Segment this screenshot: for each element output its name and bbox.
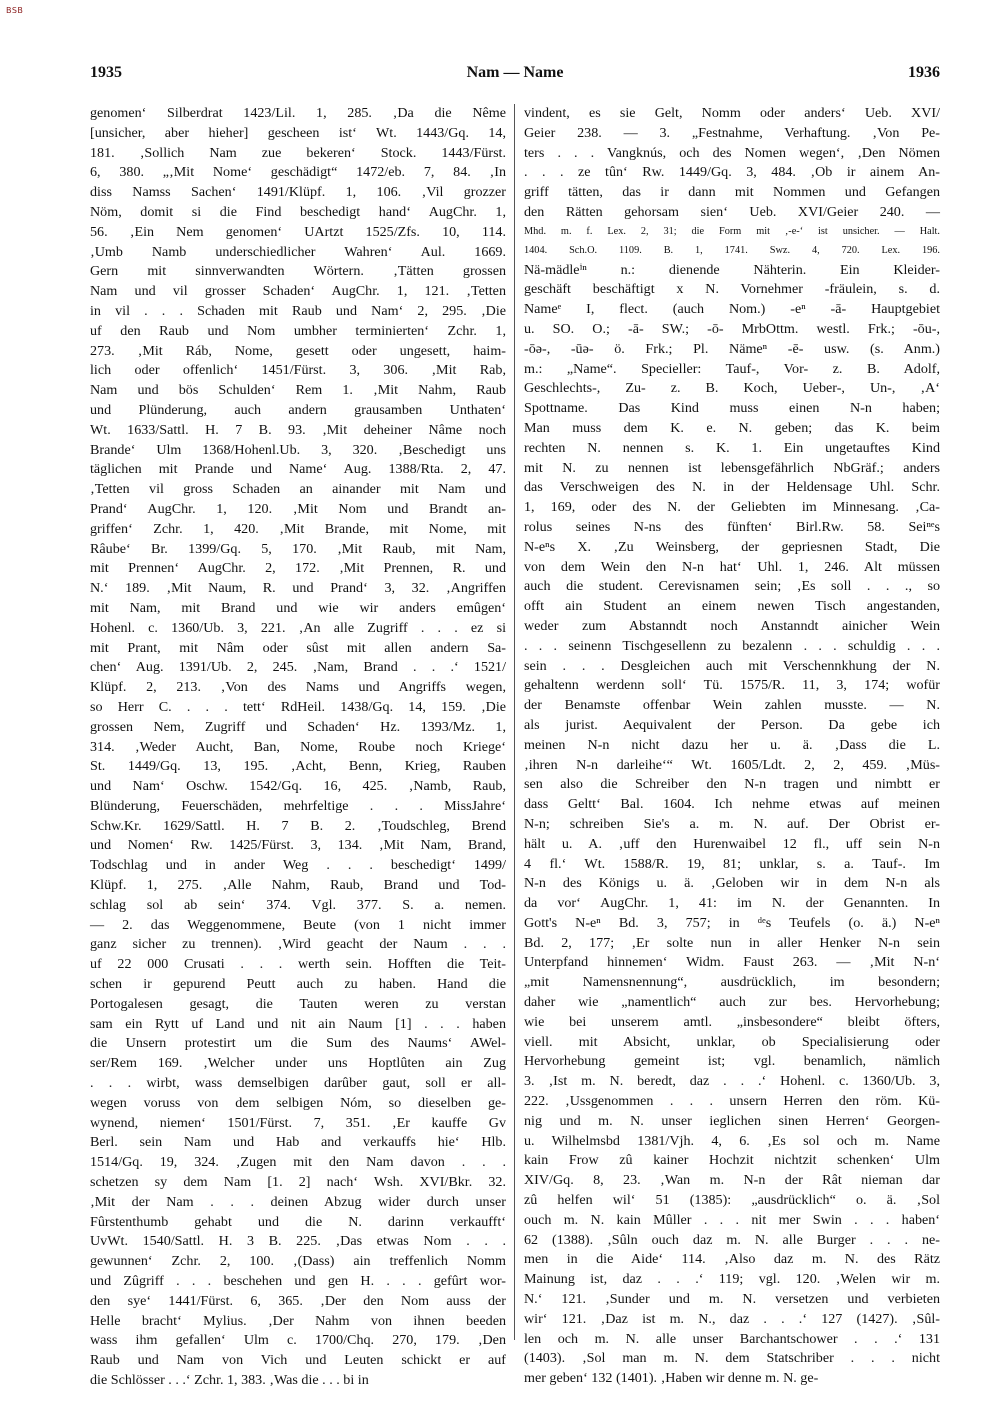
text-line: ‚ihren N-n darleihe‘“ Wt. 1605/Ldt. 2, 2, 459. ‚Müs-	[524, 756, 940, 773]
page-header	[90, 64, 940, 86]
text-line: ‚Tetten vil gross Schaden an ainander mit Nam und	[90, 481, 506, 498]
text-line: men in die Aide‘ 114. ‚Also daz m. N. des Rätz	[524, 1251, 940, 1268]
text-line: viell. mit Absicht, unklar, ob Specialisierung oder	[524, 1033, 940, 1050]
text-line: und Nomen‘ Rw. 1425/Fürst. 3, 134. ‚Mit Nam, Brand,	[90, 837, 506, 854]
text-line: 1404. Sch.O. 1109. B. 1, 1741. Swz. 4, 720. Lex. 196.	[524, 244, 940, 256]
text-line: len och m. N. alle unser Barchantschower . . .‘ 131	[524, 1330, 940, 1347]
text-line: da vor‘ AugChr. 1, 41: im N. der Genannten. In	[524, 895, 940, 912]
text-line: von dem Wein den N-n hat‘ Uhl. 1, 246. Alt müssen	[524, 558, 940, 575]
text-line: 56. ‚Ein Nem genomen‘ UArtzt 1525/Zfs. 10, 114.	[90, 223, 506, 240]
text-line: genomen‘ Silberdrat 1423/Lil. 1, 285. ‚Da die Nême	[90, 105, 506, 121]
text-line: uf 22 000 Crusati . . . werth sein. Hofften die Teit-	[90, 956, 506, 973]
text-line: Schw.Kr. 1629/Sattl. H. 7 B. 2. ‚Toudschleg, Brend	[90, 817, 506, 834]
text-line: gehaltenn werdenn soll‘ Tü. 1575/R. 11, 3, 174; wofür	[524, 677, 940, 694]
text-line: 314. ‚Weder Aucht, Ban, Nome, Roube noch Kriege‘	[90, 738, 506, 755]
text-line: mit Prant, mit Nâm oder sûst mit allen andern Sa-	[90, 639, 506, 656]
text-line: den sye‘ 1441/Fürst. 6, 365. ‚Der den Nom auss der	[90, 1292, 506, 1309]
text-line: täglichen mit Prande und Name‘ Aug. 1388/Rta. 2, 47.	[90, 461, 506, 478]
text-line: N.‘ 189. ‚Mit Naum, R. und Prand‘ 3, 32. ‚Angriffen	[90, 580, 506, 597]
text-line: rechten N. nennen s. K. 1. Ein ungetauftes Kind	[524, 439, 940, 456]
page-number-left: 1935	[90, 64, 122, 81]
text-line: sen also die Schreiber den N-n tragen und nimbtt er	[524, 776, 940, 793]
text-line: Nameᵉ I, flect. (auch Nom.) -eⁿ -ā- Hauptgebiet	[524, 301, 940, 318]
text-line: ser/Rem 169. ‚Welcher under uns Hoptlûten ain Zug	[90, 1055, 506, 1072]
text-line: wegen voruss von dem selbigen Nóm, so dieselben ge-	[90, 1094, 506, 1111]
text-line: wynend, niemen‘ 1501/Fürst. 7, 351. ‚Er kauffe Gv	[90, 1114, 506, 1131]
column-divider	[514, 104, 515, 1340]
text-line: und Zûgriff . . . beschehen und gen H. . . . gefûrt wor-	[90, 1273, 506, 1290]
text-line: Râube‘ Br. 1399/Gq. 5, 170. ‚Mit Raub, mit Nam,	[90, 540, 506, 557]
text-line: UvWt. 1540/Sattl. H. 3 B. 225. ‚Das etwas Nom . . .	[90, 1233, 506, 1250]
text-line: ganz sicher zu trennen). ‚Wird geacht der Naum . . .	[90, 936, 506, 953]
text-line: chen‘ Aug. 1391/Ub. 2, 245. ‚Nam, Brand . . .‘ 1521/	[90, 659, 506, 676]
text-line: Raub und Nam von Vich und Leuten schickt er auf	[90, 1352, 506, 1369]
text-line: Hervorhebung gemeint ist; vgl. benamlich, nämlich	[524, 1053, 940, 1070]
text-line: Spottname. Das Kind muss einen N-n haben;	[524, 400, 940, 417]
text-line: wass ihm gefallen‘ Ulm c. 1700/Chq. 270, 179. ‚Den	[90, 1332, 506, 1349]
text-line: . . . wirbt, wass demselbigen darûber gaut, soll er all-	[90, 1075, 506, 1092]
text-line: die Unsern protestirt um die Sum des Naums‘ AWel-	[90, 1035, 506, 1052]
text-line: das Verschweigen des N. in der Heldensage Uhl. Schr.	[524, 479, 940, 496]
text-line: griffen‘ Zchr. 1, 420. ‚Mit Brande, mit Nome, mit	[90, 520, 506, 537]
text-line: die Schlösser . . .‘ Zchr. 1, 383. ‚Was die . . . bi in	[90, 1372, 369, 1388]
text-line: 4 fl.‘ Wt. 1588/R. 19, 81; unklar, s. a. Tauf-. Im	[524, 855, 940, 872]
text-line: N-eⁿs X. ‚Zu Weinsberg, der gepriesnen Stadt, Die	[524, 538, 940, 555]
text-line: Helle bracht‘ Mylius. ‚Der Nahm von ihnen beeden	[90, 1312, 506, 1329]
text-line: daher wie „namentlich“ auch zur bes. Hervorhebung;	[524, 994, 940, 1011]
text-line: Mhd. m. f. Lex. 2, 31; die Form mit ‚-e-‘ ist unsicher. — Halt.	[524, 225, 940, 237]
text-line: nig und m. N. unser ieglichen sinen Herren‘ Georgen-	[524, 1112, 940, 1129]
text-line: Fûrstenthumb gehabt und die N. darinn verkaufft‘	[90, 1213, 506, 1230]
text-line: Geschlechts-, Zu- z. B. Koch, Ueber-, Un-, ‚A‘	[524, 380, 940, 397]
library-stamp: BSB	[6, 6, 24, 15]
text-line: Nam und bös Schulden‘ Rem 1. ‚Mit Nahm, Raub	[90, 382, 506, 399]
text-line: grossen Nem, Zugriff und Schaden‘ Hz. 1393/Mz. 1,	[90, 718, 506, 735]
text-line: offt ain Student an einem newen Tisch angestanden,	[524, 598, 940, 615]
text-line: . . . seinenn Tischgesellenn zu bezalenn . . . schuldig . . .	[524, 637, 940, 654]
text-line: 1514/Gq. 19, 324. ‚Zugen mit den Nam davon . . .	[90, 1154, 506, 1171]
text-line: mit Nam, mit Brand und wie wir anders emûgen‘	[90, 599, 506, 616]
text-line: sein . . . Desgleichen auch mit Verschennkhung der N.	[524, 657, 940, 674]
text-line: 222. ‚Ussgenommen . . . unsern Herren den röm. Kü-	[524, 1093, 940, 1110]
text-line: -ōə-, -ūə- ö. Frk.; Pl. Nämeⁿ -ē- usw. (s. Anm.)	[524, 340, 940, 357]
text-line: Portogalesen gesagt, die Tauten weren zu verstan	[90, 995, 506, 1012]
text-line: Todschlag und in ander Weg . . . beschedigt‘ 1499/	[90, 857, 506, 874]
left-column	[90, 104, 506, 1388]
text-line: als jurist. Aequivalent der Person. Da gebe ich	[524, 716, 940, 733]
text-line: uf den Raub und Nom umbher terminierten‘ Zchr. 1,	[90, 322, 506, 339]
text-line: Mainung ist, daz . . .‘ 119; vgl. 120. ‚Welen wir m.	[524, 1271, 940, 1288]
text-line: 273. ‚Mit Ráb, Nome, gesett oder ungesett, haim-	[90, 342, 506, 359]
running-title: Nam — Name	[466, 64, 564, 81]
text-line: schetzen sy dem Nam [1. 2] nach‘ Wsh. XVI/Bkr. 32.	[90, 1174, 506, 1191]
text-line: vindent, es sie Gelt, Nomm oder anders‘ Ueb. XVI/	[524, 105, 940, 121]
text-line: . . . ze tûn‘ Rw. 1449/Gq. 3, 484. ‚Ob ir ainem An-	[524, 164, 940, 181]
text-line: Bd. 2, 177; ‚Er solte nun in aller Henker N-n sein	[524, 934, 940, 951]
text-line: St. 1449/Gq. 13, 195. ‚Acht, Benn, Krieg, Rauben	[90, 758, 506, 775]
text-line: — 2. das Weggenommene, Beute (von 1 nicht immer	[90, 916, 506, 933]
text-line: diss Namss Sachen‘ 1491/Klüpf. 1, 106. ‚Vil grozzer	[90, 184, 506, 201]
text-line: wie bei unserem amtl. „insbesondere“ bleibt öfters,	[524, 1013, 940, 1030]
text-line: Klüpf. 2, 213. ‚Von des Nams und Angriffs wegen,	[90, 679, 506, 696]
text-line: 3. ‚Ist m. N. beredt, daz . . .‘ Hohenl. c. 1360/Ub. 3,	[524, 1073, 940, 1090]
text-line: wir‘ 121. ‚Daz ist m. N., daz . . .‘ 127 (1427). ‚Sûl-	[524, 1310, 940, 1327]
text-line: geschäft beschäftigt x N. Vornehmer -fräulein, s. d.	[524, 281, 940, 298]
text-line: Wt. 1633/Sattl. H. 7 B. 93. ‚Mit deheiner Nâme noch	[90, 421, 506, 438]
text-line: meinen N-n nicht dazu her u. ä. ‚Dass die L.	[524, 736, 940, 753]
text-line: und Plünderung, auch andern grausamben Unthaten‘	[90, 401, 506, 418]
text-line: ‚Umb Namb underschiedlicher Wahren‘ Aul. 1669.	[90, 243, 506, 260]
text-line: zû helfen wil‘ 51 (1385): „ausdrücklich“ o. ä. ‚Sol	[524, 1192, 940, 1209]
text-line: Prand‘ AugChr. 1, 120. ‚Mit Nom und Brandt an-	[90, 500, 506, 517]
text-line: auch die student. Cerevisnamen sein; ‚Es soll . . ., so	[524, 578, 940, 595]
text-line: [unsicher, aber hieher] gescheen ist‘ Wt. 1443/Gq. 14,	[90, 124, 506, 141]
text-line: 1, 169, oder des N. der Geliebten im Minnesang. ‚Ca-	[524, 499, 940, 516]
text-line: und Nam‘ Oschw. 1542/Gq. 16, 425. ‚Namb, Raub,	[90, 778, 506, 795]
text-line: sam ein Rytt uf Land und nit ain Naum [1] . . . haben	[90, 1015, 506, 1032]
text-line: kain Frow zû kainer Hochzit nichtzit schenken‘ Ulm	[524, 1152, 940, 1169]
text-line: mit Prennen‘ AugChr. 2, 172. ‚Mit Prennen, R. und	[90, 560, 506, 577]
text-line: den Rätten gehorsam sien‘ Ueb. XVI/Geier 240. —	[524, 203, 940, 220]
text-line: u. Wilhelmsbd 1381/Vjh. 4, 6. ‚Es sol och m. Name	[524, 1132, 940, 1149]
text-line: XIV/Gq. 8, 23. ‚Wan m. N-n der Rât nieman dar	[524, 1172, 940, 1189]
text-line: Klüpf. 1, 275. ‚Alle Nahm, Raub, Brand und Tod-	[90, 877, 506, 894]
text-line: Gern mit sinnverwandten Wörtern. ‚Tätten grossen	[90, 263, 506, 280]
text-line: N-n; schreiben Sie's a. m. N. auf. Der Obrist er-	[524, 815, 940, 832]
text-line: Gott's N-eⁿ Bd. 3, 757; in ᵈᵉs Teufels (o. ä.) N-eⁿ	[524, 914, 940, 931]
text-line: 6, 380. „‚Mit Nome‘ geschädigt“ 1472/eb. 7, 84. ‚In	[90, 164, 506, 181]
text-line: m.: „Name“. Specieller: Tauf-, Vor- z. B. Adolf,	[524, 360, 940, 377]
text-line: griff tätten, das ir dann mit Nommen und Gefangen	[524, 184, 940, 201]
text-line: so Herr C. . . . tett‘ RdHeil. 1438/Gq. 14, 159. ‚Die	[90, 698, 506, 715]
text-line: Blünderung, Feuerschäden, mehrfeltige . . . MissJahre‘	[90, 797, 506, 814]
text-line: der Benamste offenbar Wein zahlen musste. — N.	[524, 697, 940, 714]
text-line: ‚Mit der Nam . . . deinen Abzug wider durch unser	[90, 1193, 506, 1210]
text-line: 181. ‚Sollich Nam zue bekeren‘ Stock. 1443/Fürst.	[90, 144, 506, 161]
text-line: 62 (1388). ‚Sûln ouch daz m. N. alle Burger . . . ne-	[524, 1231, 940, 1248]
text-line: dass Geltt‘ Bal. 1604. Ich nehme etwas auf meinen	[524, 796, 940, 813]
text-line: ters . . . Vangknús, och des Nomen wegen‘, ‚Den Nömen	[524, 144, 940, 161]
text-line: Nöm, domit si die Find beschedigt hand‘ AugChr. 1,	[90, 203, 506, 220]
text-line: lich oder offenlich‘ 1451/Fürst. 3, 306. ‚Mit Rab,	[90, 362, 506, 379]
text-line: Hohenl. c. 1360/Ub. 3, 221. ‚An alle Zugriff . . . ez si	[90, 619, 506, 636]
text-line: N-n des Königs u. ä. ‚Geloben wir in dem N-n als	[524, 875, 940, 892]
text-line: ouch m. N. kain Mûller . . . nit mer Swin . . . haben‘	[524, 1211, 940, 1228]
text-line: (1403). ‚Sol man m. N. dem Statschriber . . . nicht	[524, 1350, 940, 1367]
text-line: mer geben‘ 132 (1401). ‚Haben wir denne m. N. ge-	[524, 1370, 819, 1387]
text-line: gewunnen‘ Zchr. 2, 100. ‚(Dass) ain treffenlich Nomm	[90, 1253, 506, 1270]
text-line: hält u. A. ‚uff den Hurenwaibel 12 fl., uff sein N-n	[524, 835, 940, 852]
text-line: in vil . . . Schaden mit Raub und Nam‘ 2, 295. ‚Die	[90, 302, 506, 319]
text-line: Unterpfand hinnemen‘ Widm. Faust 263. — ‚Mit N-n‘	[524, 954, 940, 971]
text-line: rolus seines N-ns des fünften‘ Birl.Rw. 58. Seiⁿᵉs	[524, 518, 940, 535]
text-line: Nam und vil grosser Schaden‘ AugChr. 1, 121. ‚Tetten	[90, 283, 506, 300]
text-line: schen ir gepurend Peutt auch zu haben. Hand die	[90, 976, 506, 993]
text-line: weder zum Abstanndt noch Anstanndt ainicher Wein	[524, 617, 940, 634]
text-line: „mit Namensnennung“, ausdrücklich, im besondern;	[524, 974, 940, 991]
text-line: schlag sol ab sein‘ 374. Vgl. 377. S. a. nemen.	[90, 896, 506, 913]
text-line: Man muss dem K. e. N. geben; das K. beim	[524, 419, 940, 436]
page-number-right: 1936	[908, 64, 940, 81]
text-line: Berl. sein Nam und Hab and verkauffs hie‘ Hlb.	[90, 1134, 506, 1151]
text-line: u. SO. O.; -ā- SW.; -ō- MrbOttm. westl. Frk.; -ōu-,	[524, 320, 940, 337]
right-column	[524, 104, 940, 1387]
text-line: N.‘ 121. ‚Sunder und m. N. versetzen und verbieten	[524, 1291, 940, 1308]
text-line: mit N. zu nennen ist lebensgefährlich NbGräf.; anders	[524, 459, 940, 476]
text-line: Nä-mädleⁱⁿ n.: dienende Nähterin. Ein Kleider-	[524, 261, 940, 278]
text-line: Geier 238. — 3. „Festnahme, Verhaftung. ‚Von Pe-	[524, 124, 940, 141]
text-line: Brande‘ Ulm 1368/Hohenl.Ub. 3, 320. ‚Beschedigt uns	[90, 441, 506, 458]
